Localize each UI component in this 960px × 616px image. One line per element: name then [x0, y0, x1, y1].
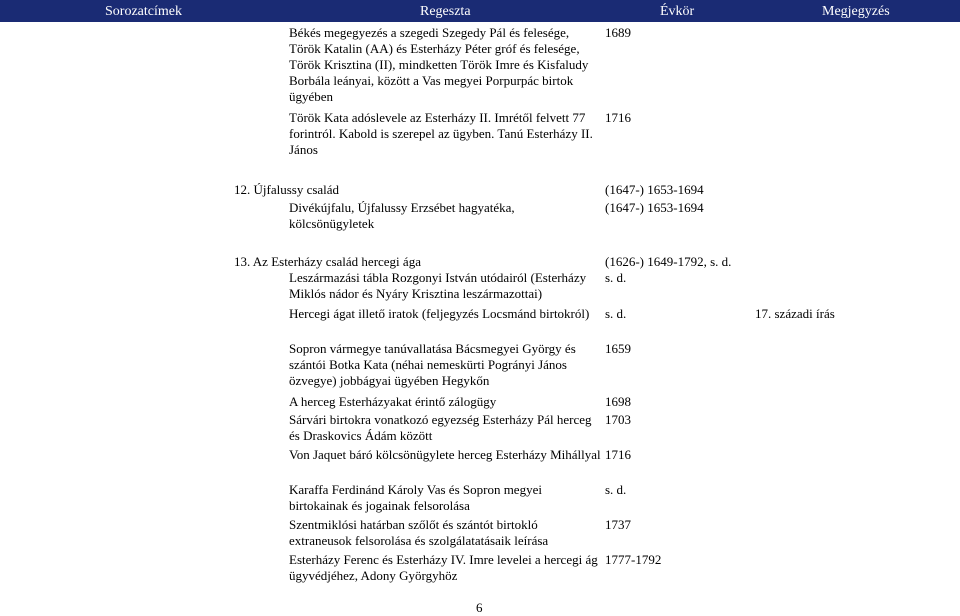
entry-date: 1737: [605, 517, 631, 532]
entry-description: Sopron vármegye tanúvallatása Bácsmegyei György és szántói Botka Kata (néhai nemeskürti Pogrányi János özvegye) jobbágyai ügyében Hegykőn: [289, 341, 576, 388]
entry-date: s. d.: [605, 270, 627, 285]
entry-description: Hercegi ágat illető iratok (feljegyzés Locsmánd birtokról): [289, 306, 590, 321]
entry-date: 1698: [605, 394, 631, 409]
entry-date: 1716: [605, 110, 631, 125]
entry-description: Török Kata adóslevele az Esterházy II. Imrétől felvett 77 forintról. Kabold is szerepel az ügyben. Tanú Esterházy II. János: [289, 110, 593, 157]
section-title: 12. Újfalussy család: [234, 182, 340, 197]
entry-date: 1777-1792: [605, 552, 662, 567]
page-number: 6: [476, 600, 483, 615]
entry-description: Esterházy Ferenc és Esterházy IV. Imre levelei a hercegi ág ügyvédjéhez, Adony Györgyhöz: [289, 552, 598, 583]
column-header-note: Megjegyzés: [822, 4, 890, 19]
entry-note: 17. századi írás: [755, 306, 835, 321]
entry-description: Von Jaquet báró kölcsönügylete herceg Esterházy Mihállyal: [289, 447, 601, 462]
entry-date: 1716: [605, 447, 631, 462]
entry-description: A herceg Esterházyakat érintő zálogügy: [289, 394, 497, 409]
column-header-series: Sorozatcímek: [105, 4, 182, 19]
entry-description: Divékújfalu, Újfalussy Erzsébet hagyatéka, kölcsönügyletek: [289, 200, 515, 231]
entry-date: s. d.: [605, 306, 627, 321]
section-title: 13. Az Esterházy család hercegi ága: [234, 254, 421, 269]
entry-date: 1689: [605, 25, 631, 40]
entry-description: Békés megegyezés a szegedi Szegedy Pál és felesége, Török Katalin (AA) és Esterházy Péter gróf és felesége, Török Krisztina (II), mindketten Török Imre és Kisfaludy Borbála leányai, között a Vas megyei Porpurpác birtok ügyében: [289, 25, 589, 104]
section-date: (1647-) 1653-1694: [605, 182, 704, 197]
entry-description: Szentmiklósi határban szőlőt és szántót birtokló extraneusok felsorolása és szolgálatatásaik leírása: [289, 517, 549, 548]
entry-description: Leszármazási tábla Rozgonyi István utódairól (Esterházy Miklós nádor és Nyáry Krisztina leszármazottai): [289, 270, 587, 301]
section-date: (1626-) 1649-1792, s. d.: [605, 254, 732, 269]
entry-description: Karaffa Ferdinánd Károly Vas és Sopron megyei birtokainak és jogainak felsorolása: [289, 482, 542, 513]
entry-date: 1659: [605, 341, 631, 356]
column-header-year-range: Évkör: [660, 4, 695, 19]
entry-date: (1647-) 1653-1694: [605, 200, 704, 215]
entry-description: Sárvári birtokra vonatkozó egyezség Esterházy Pál herceg és Draskovics Ádám között: [289, 412, 592, 443]
column-header-bar: [0, 0, 960, 22]
entry-date: 1703: [605, 412, 631, 427]
entry-date: s. d.: [605, 482, 627, 497]
column-header-regeszta: Regeszta: [420, 4, 471, 19]
